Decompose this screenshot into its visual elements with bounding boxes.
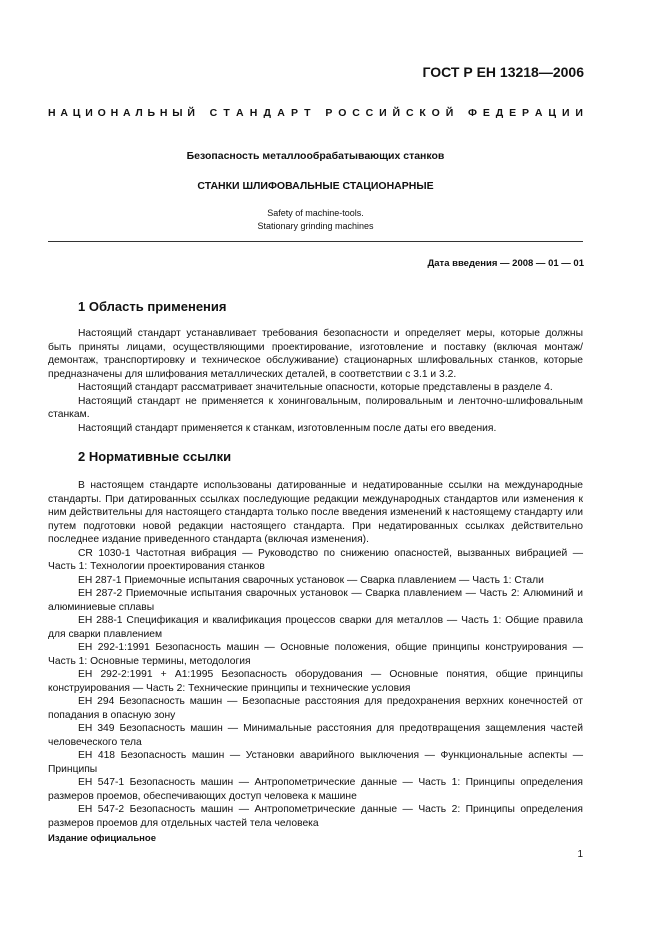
introduction-date: Дата введения — 2008 — 01 — 01 xyxy=(427,258,584,269)
national-standard-word: Р О С С И Й С К О Й xyxy=(325,107,454,119)
section-body xyxy=(48,327,583,435)
reference-item: ЕН 547-2 Безопасность машин — Антропометрические данные — Часть 2: Принципы определения размеров проемов для отдельных частей тела человека xyxy=(48,804,583,829)
section-body xyxy=(48,479,583,830)
reference-item: ЕН 287-1 Приемочные испытания сварочных установок — Сварка плавлением — Часть 1: Стали xyxy=(78,574,544,586)
official-edition-note: Издание официальное xyxy=(48,833,156,844)
paragraph: Настоящий стандарт рассматривает значительные опасности, которые представлены в разделе 4. xyxy=(78,382,553,393)
reference-item: ЕН 292-2:1991 + А1:1995 Безопасность оборудования — Основные понятия, общие принципы конструирования — Часть 2: Технические принципы и технические условия xyxy=(48,669,583,694)
reference-item: ЕН 349 Безопасность машин — Минимальные расстояния для предотвращения защемления частей человеческого тела xyxy=(48,723,583,748)
english-title-line: Safety of machine-tools. xyxy=(267,208,364,218)
national-standard-word: С Т А Н Д А Р Т xyxy=(209,107,311,119)
reference-item: ЕН 288-1 Спецификация и квалификация процессов сварки для металлов — Часть 1: Общие правила для сварки плавлением xyxy=(48,615,583,640)
reference-item: ЕН 547-1 Безопасность машин — Антропометрические данные — Часть 1: Принципы определения размеров проемов, обеспечивающих доступ человека к машине xyxy=(48,777,583,802)
document-title: СТАНКИ ШЛИФОВАЛЬНЫЕ СТАЦИОНАРНЫЕ xyxy=(197,180,434,192)
national-standard-header xyxy=(48,107,583,119)
national-standard-word: Н А Ц И О Н А Л Ь Н Ы Й xyxy=(48,107,195,119)
page-number: 1 xyxy=(577,849,583,860)
section-heading: 2 Нормативные ссылки xyxy=(78,449,232,464)
national-standard-word: Ф Е Д Е Р А Ц И И xyxy=(467,107,583,119)
reference-item: ЕН 294 Безопасность машин — Безопасные расстояния для предохранения верхних конечностей от попадания в опасную зону xyxy=(48,696,583,721)
paragraph: Настоящий стандарт применяется к станкам, изготовленным после даты его введения. xyxy=(78,422,497,434)
reference-item: ЕН 292-1:1991 Безопасность машин — Основные положения, общие принципы конструирования — Часть 1: Основные термины, методология xyxy=(48,642,583,667)
title-block-rule xyxy=(48,241,583,242)
english-title-line: Stationary grinding machines xyxy=(257,221,374,231)
reference-item: ЕН 287-2 Приемочные испытания сварочных установок — Сварка плавлением — Часть 2: Алюминий и алюминиевые сплавы xyxy=(48,588,583,613)
paragraph: Настоящий стандарт устанавливает требования безопасности и определяет меры, которые должны быть приняты лицами, осуществляющими проектирование, изготовление и поставку (включая монтаж/демонтаж, транспортировку и техническое обслуживание) стационарных шлифовальных станков, которые предназначены для шлифования металлических деталей, в соответствии с 3.1 и 3.2. xyxy=(48,328,583,380)
document-subtitle: Безопасность металлообрабатывающих станков xyxy=(186,150,445,162)
reference-item: CR 1030-1 Частотная вибрация — Руководство по снижению опасностей, вызванных вибрацией — Часть 1: Технологии проектирования станков xyxy=(48,547,583,572)
document-code: ГОСТ Р ЕН 13218—2006 xyxy=(422,64,584,80)
reference-item: ЕН 418 Безопасность машин — Установки аварийного выключения — Функциональные аспекты — Принципы xyxy=(48,750,583,775)
section-heading: 1 Область применения xyxy=(78,299,227,314)
paragraph: В настоящем стандарте использованы датированные и недатированные ссылки на международные стандарты. При датированных ссылках последующие редакции международных стандартов или изменения к ним действительны для настоящего стандарта только после введения изменений к настоящему стандарту или путем подготовки новой редакции настоящего стандарта. При недатированных ссылках действительно последнее издание приведенного стандарта (включая изменения). xyxy=(48,480,583,545)
paragraph: Настоящий стандарт не применяется к хонинговальным, полировальным и ленточно-шлифовальным станкам. xyxy=(48,395,583,420)
